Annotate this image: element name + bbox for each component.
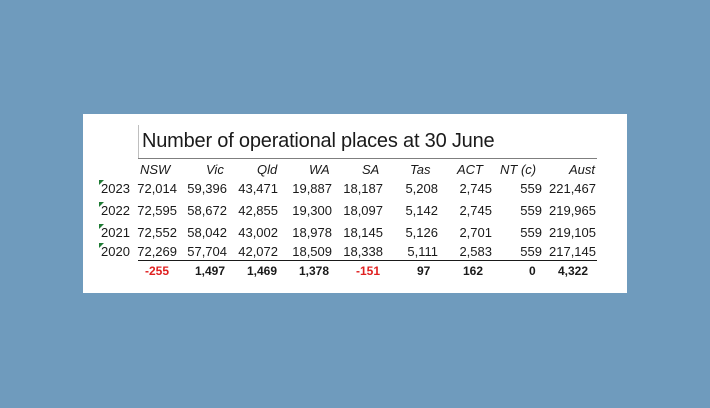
cell-wa: 19,300 bbox=[292, 203, 332, 218]
table-row bbox=[83, 201, 627, 221]
title-divider bbox=[138, 158, 597, 159]
comment-flag-icon bbox=[99, 224, 104, 229]
comment-flag-icon bbox=[99, 243, 104, 248]
cell-nt: 559 bbox=[520, 225, 542, 240]
cell-wa: 18,509 bbox=[292, 244, 332, 259]
comment-flag-icon bbox=[99, 202, 104, 207]
column-header-nt: NT (c) bbox=[500, 162, 537, 177]
cell-wa: 18,978 bbox=[292, 225, 332, 240]
diff-tas: 97 bbox=[417, 264, 431, 278]
year-label: 2020 bbox=[101, 244, 130, 259]
cell-qld: 42,855 bbox=[238, 203, 278, 218]
year-cell bbox=[101, 242, 131, 262]
table-row bbox=[83, 242, 627, 262]
cell-tas: 5,111 bbox=[407, 244, 438, 259]
cell-aust: 219,965 bbox=[549, 203, 596, 218]
column-header-act: ACT bbox=[457, 162, 483, 177]
table-card bbox=[83, 114, 627, 293]
title-box bbox=[138, 125, 599, 159]
column-header-qld: Qld bbox=[257, 162, 278, 177]
cell-act: 2,583 bbox=[459, 244, 492, 259]
cell-tas: 5,208 bbox=[405, 181, 438, 196]
year-label: 2021 bbox=[101, 225, 130, 240]
year-cell bbox=[101, 201, 131, 221]
cell-sa: 18,187 bbox=[343, 181, 383, 196]
cell-vic: 58,672 bbox=[187, 203, 227, 218]
cell-qld: 43,002 bbox=[238, 225, 278, 240]
cell-act: 2,745 bbox=[459, 203, 492, 218]
column-header-wa: WA bbox=[309, 162, 330, 177]
column-header-tas: Tas bbox=[410, 162, 431, 177]
column-header-sa: SA bbox=[362, 162, 380, 177]
cell-tas: 5,126 bbox=[405, 225, 438, 240]
table-title: Number of operational places at 30 June bbox=[142, 130, 495, 152]
table-row bbox=[83, 223, 627, 243]
cell-qld: 42,072 bbox=[238, 244, 278, 259]
cell-aust: 217,145 bbox=[549, 244, 596, 259]
cell-tas: 5,142 bbox=[405, 203, 438, 218]
table-row bbox=[83, 179, 627, 199]
cell-nt: 559 bbox=[520, 203, 542, 218]
header-row bbox=[83, 160, 627, 180]
difference-row bbox=[83, 261, 627, 281]
year-cell bbox=[101, 223, 131, 243]
cell-vic: 57,704 bbox=[187, 244, 227, 259]
diff-nsw: -255 bbox=[145, 264, 170, 278]
cell-sa: 18,338 bbox=[343, 244, 383, 259]
cell-vic: 58,042 bbox=[187, 225, 227, 240]
column-header-aust: Aust bbox=[569, 162, 596, 177]
cell-nt: 559 bbox=[520, 181, 542, 196]
year-cell bbox=[101, 179, 131, 199]
diff-sa: -151 bbox=[356, 264, 381, 278]
cell-act: 2,745 bbox=[459, 181, 492, 196]
diff-qld: 1,469 bbox=[247, 264, 278, 278]
diff-nt: 0 bbox=[529, 264, 536, 278]
diff-wa: 1,378 bbox=[299, 264, 330, 278]
diff-vic: 1,497 bbox=[195, 264, 226, 278]
column-header-vic: Vic bbox=[206, 162, 224, 177]
column-header-nsw: NSW bbox=[140, 162, 171, 177]
cell-act: 2,701 bbox=[459, 225, 492, 240]
cell-vic: 59,396 bbox=[187, 181, 227, 196]
comment-flag-icon bbox=[99, 180, 104, 185]
cell-nsw: 72,269 bbox=[137, 244, 177, 259]
cell-nsw: 72,595 bbox=[137, 203, 177, 218]
cell-nsw: 72,552 bbox=[137, 225, 177, 240]
cell-wa: 19,887 bbox=[292, 181, 332, 196]
diff-act: 162 bbox=[463, 264, 484, 278]
cell-qld: 43,471 bbox=[238, 181, 278, 196]
year-label: 2023 bbox=[101, 181, 130, 196]
diff-aust: 4,322 bbox=[558, 264, 589, 278]
cell-nt: 559 bbox=[520, 244, 542, 259]
cell-aust: 219,105 bbox=[549, 225, 596, 240]
cell-sa: 18,145 bbox=[343, 225, 383, 240]
cell-nsw: 72,014 bbox=[137, 181, 177, 196]
cell-aust: 221,467 bbox=[549, 181, 596, 196]
year-label: 2022 bbox=[101, 203, 130, 218]
cell-sa: 18,097 bbox=[343, 203, 383, 218]
